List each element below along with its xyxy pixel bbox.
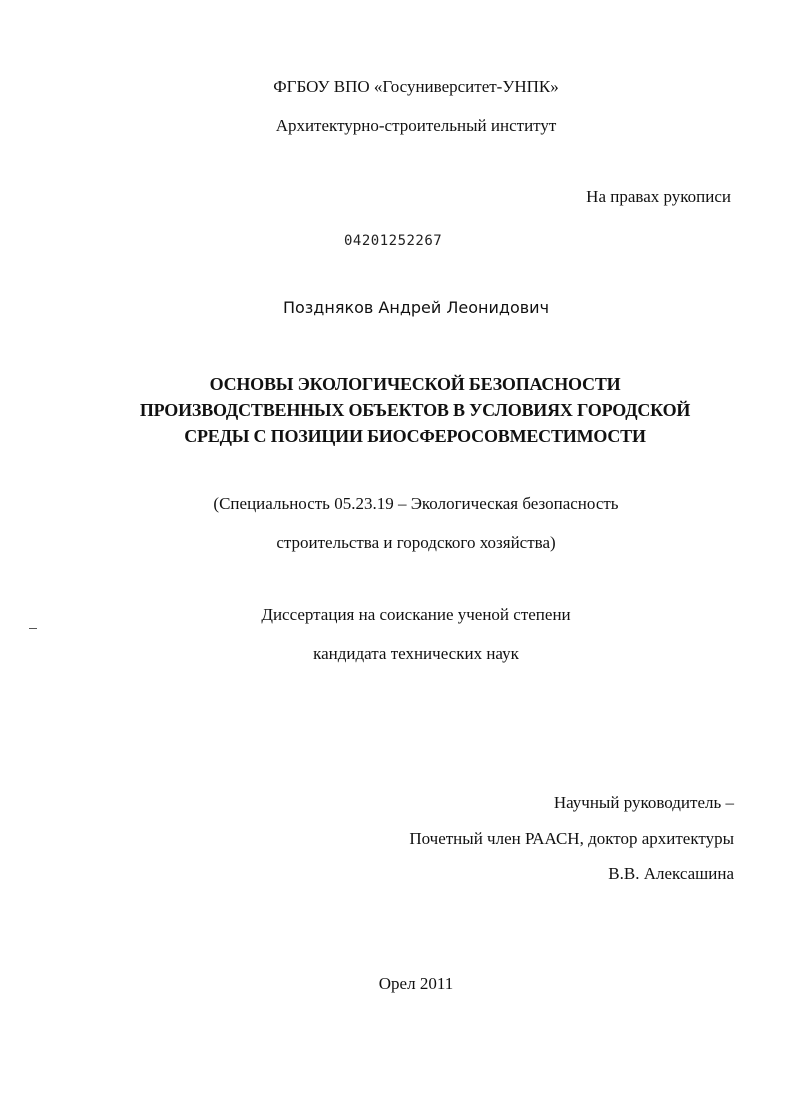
place-year: Орел 2011 (378, 974, 454, 993)
rights-note: На правах рукописи (586, 187, 731, 206)
dissertation-title (100, 371, 730, 449)
specialty-line-1: (Специальность 05.23.19 – Экологическая безопасность (213, 494, 619, 513)
author-name: Поздняков Андрей Леонидович (282, 298, 550, 317)
institute-name: Архитектурно-строительный институт (275, 116, 557, 135)
title-line-3: СРЕДЫ С ПОЗИЦИИ БИОСФЕРОСОВМЕСТИМОСТИ (184, 426, 646, 446)
title-line-2: ПРОИЗВОДСТВЕННЫХ ОБЪЕКТОВ В УСЛОВИЯХ ГОРОДСКОЙ (139, 400, 691, 420)
registration-code: 04201252267 (344, 233, 443, 249)
supervisor-role: Научный руководитель – (553, 793, 734, 812)
degree-line-2: кандидата технических наук (313, 644, 519, 663)
organization-name: ФГБОУ ВПО «Госуниверситет-УНПК» (273, 77, 559, 96)
supervisor-name: В.В. Алексашина (608, 864, 734, 883)
title-line-1: ОСНОВЫ ЭКОЛОГИЧЕСКОЙ БЕЗОПАСНОСТИ (209, 374, 621, 394)
degree-line-1: Диссертация на соискание ученой степени (261, 605, 571, 624)
scan-mark (29, 628, 37, 629)
supervisor-credentials: Почетный член РААСН, доктор архитектуры (409, 829, 734, 848)
specialty-line-2: строительства и городского хозяйства) (276, 533, 556, 552)
